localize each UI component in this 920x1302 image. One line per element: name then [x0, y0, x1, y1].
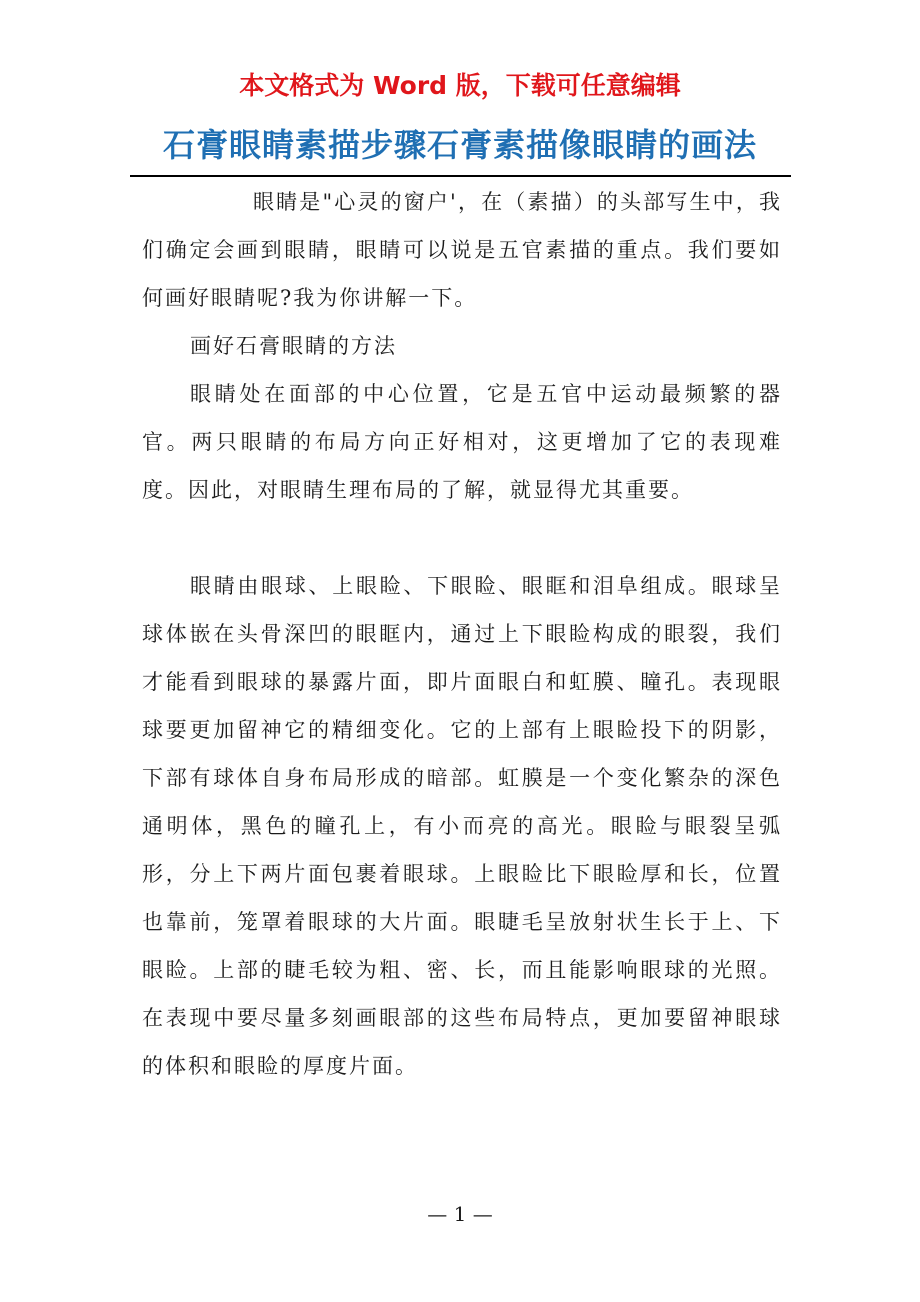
document-title: 石膏眼睛素描步骤石膏素描像眼睛的画法: [162, 126, 757, 164]
format-notice: 本文格式为 Word 版，下载可任意编辑: [239, 71, 681, 100]
position-paragraph: 眼睛处在面部的中心位置，它是五官中运动最频繁的器官。两只眼睛的布局方向正好相对，这更增加了它的表现难度。因此，对眼睛生理布局的了解，就显得尤其重要。: [142, 382, 782, 502]
structure-paragraph: 眼睛由眼球、上眼睑、下眼睑、眼眶和泪阜组成。眼球呈球体嵌在头骨深凹的眼眶内，通过上下眼睑构成的眼裂，我们才能看到眼球的暴露片面，即片面眼白和虹膜、瞳孔。表现眼球要更加留神它的精细变化。它的上部有上眼睑投下的阴影，下部有球体自身布局形成的暗部。虹膜是一个变化繁杂的深色通明体，黑色的瞳孔上，有小而亮的高光。眼睑与眼裂呈弧形，分上下两片面包裹着眼球。上眼睑比下眼睑厚和长，位置也靠前，笼罩着眼球的大片面。眼睫毛呈放射状生长于上、下眼睑。上部的睫毛较为粗、密、长，而且能影响眼球的光照。在表现中要尽量多刻画眼部的这些布局特点，更加要留神眼球的体积和眼睑的厚度片面。: [142, 574, 782, 1078]
page-number: — 1 —: [427, 1202, 493, 1226]
title-divider: [130, 175, 791, 177]
section-heading: 画好石膏眼睛的方法: [190, 334, 397, 358]
intro-paragraph: 眼睛是"心灵的窗户'，在（素描）的头部写生中，我们确定会画到眼睛，眼睛可以说是五官素描的重点。我们要如何画好眼睛呢?我为你讲解一下。: [142, 190, 782, 310]
